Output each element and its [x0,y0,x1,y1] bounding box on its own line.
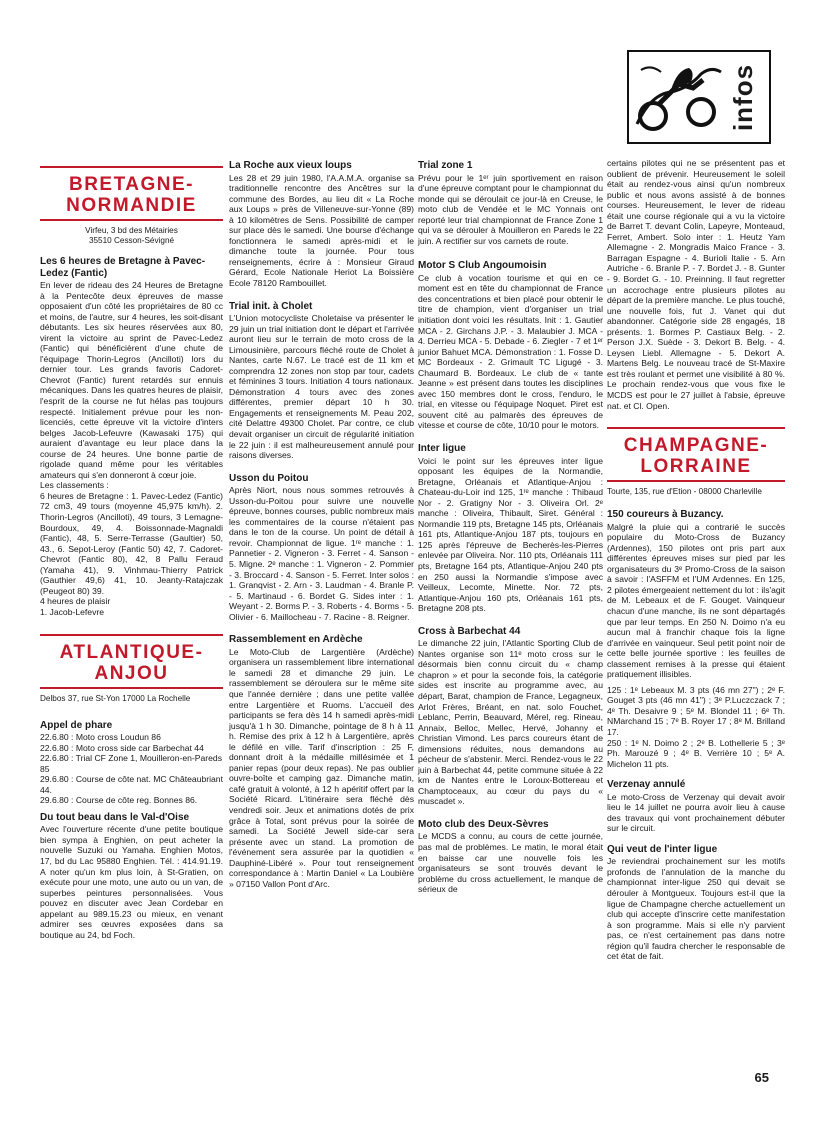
article-body: Malgré la pluie qui a contrarié le succès populaire du Moto-Cross de Buzancy (Ardennes), 150 pilotes ont pris part aux différentes épreuves mises sur pied par les organisateurs du 3ᵉ Promo-Cross de la saison à savoir : l'ASFFM et l'UM Ardennes. En 125, 2 pilotes émergeaient nettement du lot : ils'agit de M. Lebeaux et de F. Gouget. Vainqueur chacun d'une manche, ils ne sont départagés que par leur temps. En 250 N. Doimo n'a eu aucun mal à franchir chaque fois la ligne d'arrivée en vainqueur. Seul petit point noir de cette belle journée sportive : les feuilles de classement remises à la presse qui étaient pratiquement illisibles. [607,521,785,680]
article-title: Rassemblement en Ardèche [229,634,363,646]
article-body: Ce club à vocation tourisme et qui en ce moment est en tête du championnat de France des concentrations et bien placé pour obtenir le titre de champion, vient d'organiser un trial initiation dont voici les résultats. Init : 1. Gautier MCA - 2. Girchans J.P. - 3. Malaubier J. MCA - 4. Derrieu MCA - 5. Debade - 6. Ziegler - 7 et 1ᵉʳ junior Bahuet MCA. Démonstration : 1. Fosse D. MC Bordeaux - 2. Grimault TC Ligugé - 3. Chaumard B. Bordeaux. Le club de « tante Jeanne » est présent dans toutes les disciplines avec 150 membres dont le cross, l'enduro, le trial, en vitesse ou l'équipage Noquet. Piret est souvent cité au palmarès des épreuves de vitesse et course de côte, 10/10 pour le motors. [418,272,603,431]
article-title: Verzenay annulé [607,779,686,791]
region-name: CHAMPAGNE- LORRAINE [623,435,769,478]
article-title: Moto club des Deux-Sèvres [418,818,549,830]
page-number: 65 [754,1070,769,1085]
article-body: Après Niort, nous nous sommes retrouvés à Usson-du-Poitou pour suivre une nouvelle épreuve, bonnes courses, public nombreux mais les commentaires de la course n'étaient pas dans le ton de la course. Un point de détail à revoir. Championnat de ligue. 1ʳᵉ manche : 1. Pannetier - 2. Vigneron - 3. Ferret - 4. Sanson - 5. Migne. 2ᵉ manche : 1. Vigneron - 2. Pommier - 3. Broccard - 4. Sanson - 5. Ferret. Inter solos : 1. Granqvist - 2. Arn - 3. Laudman - 4. Branle P. - 5. Martinaud - 6. Bordet G. Sides inter : 1. Weyant - 2. Borms P. - 3. Roberts - 4. Borms - 5. Olivier - 6. Maillocheau - 7. Racine - 8. Reigner. [229,485,414,622]
article-title: Trial init. à Cholet [229,300,313,312]
plaisir-result: 1. Jacob-Lefevre [40,606,105,617]
article-body: Voici le point sur les épreuves inter ligue opposant les équipes de la Normandie, Bretagne, Orléanais et Atlantique-Anjou : Chateau-du-Loir ind 125, 1ʳᵉ manche : Thibaud Nor - 2. Gratigny Nor - 3. Oliveira Orl. 2ᵉ manche : Oliveira, Thibault, Siret. Général : Normandie 119 pts, Bretagne 145 pts, Orléanais 161 pts, Atlantique-Anjou 187 pts, toujours en 125 après l'épreuve de Becherès-les-Pierres enlevée par Oliveira. Nor. 110 pts, Orléanais 111 pts, Bretagne 164 pts, Atlantique-Anjou 240 pts en 250 aussi la Normandie s'impose avec Veilleux, Lecomte, Minette. Nor. 72 pts, Atlantique-Anjou 160 pts, Orléanais 161 pts, Bretagne 208 pts. [418,455,603,614]
results-125: 125 : 1ᵉ Lebeaux M. 3 pts (46 mn 27") ; 2ᵉ F. Gouget 3 pts (46 mn 41") ; 3ᵉ P.Luczczack 7 ; 4ᵉ Th. Desaivre 9 ; 5ᵉ M. Blondel 11 ; 6ᵉ Th. NMarchand 15 ; 7ᵉ B. Royer 17 ; 8ᵉ M. Brilland 17. [607,684,785,738]
motorcycle-illustration [631,54,727,140]
article-body: Le dimanche 22 juin, l'Atlantic Sporting Club de Nantes organise son 11ᵉ moto cross sur le désormais bien connu circuit du « champ chapron » et pour la seconde fois, la catégorie sides est inscrite au programme avec, au départ, Barat, champion de France, Legagneux, Arlot Frères, Bréant, en nat. solo Fouchet, Leblanc, Perrin, Beauvard, Mérel, reg. Rineau, Annaix, Belloc, Mellec, Hervé, Johanny et Christian Vimond. Les parcs coureurs étant de dimensions réduites, nous demandons au pécheur de s'abstenir. Merci. Rendez-vous le 22 juin à Barbechat 44, petite commune située à 22 km de Nantes entre le Loroux-Bottereau et Champtoceaux, au cœur du pays du « muscadet ». [418,638,603,807]
region-name: BRETAGNE- NORMANDIE [66,174,197,216]
region-header-bretagne-normandie [40,166,223,221]
logo-wordmark: infos [728,63,759,131]
list-item: 22.6.80 : Trial CF Zone 1, Mouilleron-en-Pareds 85 [40,753,222,774]
article-title: Cross à Barbechat 44 [418,625,521,637]
article-title: La Roche aux vieux loups [229,160,352,171]
region-header-atlantique-anjou [40,634,223,689]
article-body: Avec l'ouverture récente d'une petite boutique bien sympa à Enghien, on peut acheter la nouvelle Suzuki ou Yamaha. Enghien Motos, 17, bd du Lac 95880 Enghien. Tél. : 414.91.19. A noter qu'un km plus loin, à St-Gratien, on exécute pour une moto, une auto ou un van, de superbes peintures personnalisées. Vous pouvez en discuter avec Jean Cordebar en appelant au 989.15.23 ou mieux, en venant admirer ses œuvres exposées dans sa boutique au 24, bd Foch. [40,824,223,940]
column-2 [229,158,414,889]
article-title: Les 6 heures de Bretagne à Pavec-Ledez (Fantic) [40,256,206,279]
article-body: L'Union motocycliste Choletaise va présenter le 29 juin un trial initiation dont le départ et l'arrivée auront lieu sur le terrain de moto cross de la Limousinière, parcours fléché route de Cholet à Nantes, carte N.67. Le tracé est de 11 km et comprendra 12 zones non stop par tour, cadets et féminines 3 tours. Initiation 4 tours nationaux. Démonstration 4 tours avec des zones différentes, premier départ 10 h 30. Engagements et renseignements M. Peau 202, cité Delattre 49300 Cholet. Par contre, ce club devait organiser un circuit de régularité initiation le 22 juin : il est malheureusement annulé pour raisons diverses. [229,313,414,461]
article-body: Je reviendrai prochainement sur les motifs profonds de l'annulation de la manche du championnat inter-ligue 250 qui devait se dérouler à Montgueux. Toujours est-il que la ligue de Champagne cherche actuellement un club qui accepte d'inscrire cette manifestation à son programme. Mais si elle n'y parvient pas, ce n'est certainement pas dans notre région qu'il faudra chercher le responsable de cet état de fait. [607,856,785,962]
classement-title: Les classements : [40,480,109,491]
classement-text: 6 heures de Bretagne : 1. Pavec-Ledez (Fantic) 72 cm3, 49 tours (moyenne 45,975 km/h). 2. Thorin-Legros (Ancilloti), 49 tours, 3 Lemagne-Bourdoux, 49, 4. Boissonnade-Magnaldi (Fantic), 48, 5. Serre-Terrasse (Gaultier) 50, 43., 6. Sepot-Leroy (Fantic 50) 42, 7. Cadoret-Chevrot (Fantic 80), 42, 8 Pallu Feraud (Yamaha 41), 9. Vinhmau-Thierry Patrick (Gauthier 49,6) 41, 10. Jeanty-Ratajczak (Peugeot 80) 39. [40,490,223,596]
article-title: 150 coureurs à Buzancy. [607,509,724,521]
article-body: certains pilotes qui ne se présentent pas et oublient de prévenir. Heureusement le soleil était au rendez-vous ainsi qu'un nombreux public et nous avons assisté à de bonnes courses. Heureusement, le lever de rideau était une course régionale qui a vu la victoire de Barret T. devant Colin, Lapeyre, Monteaud, Ferret, Ambert. Solo inter : 1. Heutz Yam Allemagne - 2. Mongradis Maico France - 3. Barragan Espagne - 4. Burioli Italie - 5. Arn Autriche - 6. Branle P. - 7. Bordet J. - 8. Gunter - 9. Bordet G. - 10. Preinning. Il faut regretter un accrochage entre plusieurs pilotes au départ de la première manche. Le plus touché, une nouvelle fois, fut J. Vanet qui dut abandonner. Catégorie side 28 engagés, 18 présents. 1. Bormes P. Castiaux Belg. - 2. Person J.X. Suède - 3. Dekort B. Belg. - 4. Leysen Liebl. Allemagne - 5. Dekort A. Martens Belg. Le nouveau tracé de St-Maxire est très roulant et permet une visibilité à 80 %. Le prochain rendez-vous que vous fixe le MCDS est pour le 27 juillet à l'absie, épreuve nat. et Cl. Open. [607,158,786,411]
list-item: 22.6.80 : Moto cross Loudun 86 [40,732,161,742]
infos-logo [627,50,771,144]
article-body: En lever de rideau des 24 Heures de Bretagne à la Pentecôte deux épreuves de masse opposaient d'un côté les propriétaires de 80 cc et moins, de l'autre, sur 4 heures, les soit-disant débutants. Les six heures réservées aux 80, virent la victoire au sprint de Pavec-Ledez (Fantic) qui bénéficièrent d'une chute de l'équipage Thorin-Legros (Ancilloti) lors du dernier tour. Les grands favoris Cadoret-Chevrot (Fantic) furent retardés sur ennuis mécaniques. Dans les quatres heures de plaisir, l'esprit de la course ne fut hélas pas toujours respecté. Initialement prévue pour les non-licenciés, cette épreuve vit la victoire d'inters belges Jacob-Lefeuvre (Kawasaki 175) qui auraient d'avantage eu leur place dans la course de 24 heures. Une bonne partie de rigolade quand même pour les véritables amateurs qui s'en donneront à cœur joie. [40,280,223,480]
article-title: Qui veut de l'inter ligue [607,843,718,855]
region-address: Tourte, 135, rue d'Etion - 08000 Charleville [607,487,762,497]
column-4 [607,158,785,962]
event-list [40,732,223,806]
article-title: Du tout beau dans le Val-d'Oise [40,811,190,823]
article-body: Prévu pour le 1ᵉʳ juin sportivement en raison d'une épreuve comptant pour le championnat du monde qui se déroulait ce jour-là en Creuse, le moto club de Vendée et le MC Yonnais ont reporté leur trial championnat de France Zone 1 qui va se dérouler à Mouilleron en Pareds le 22 juin. A rectifier sur vos carnets de route. [418,172,603,246]
article-title: Inter ligue [418,443,466,455]
article-body: Le MCDS a connu, au cours de cette journée, pas mal de problèmes. Le matin, le moral était en baisse car une nouvelle fois les organisateurs se sont trouvés devant le problème du cross actuellement, le manque de sérieux de [418,831,603,895]
list-item: 29.6.80 : Course de côte nat. MC Châteaubriant 44. [40,774,223,795]
region-name: ATLANTIQUE- ANJOU [59,641,204,684]
column-3 [418,158,603,895]
list-item: 29.6.80 : Course de côte reg. Bonnes 86. [40,795,198,806]
plaisir-title: 4 heures de plaisir [40,596,111,607]
article-body: Le moto-Cross de Verzenay qui devait avoir lieu le 14 juillet ne pourra avoir lieu à cause des travaux qui vont prochainement débuter sur le circuit. [607,791,785,834]
article-title: Usson du Poitou [229,472,309,484]
region-header-champagne-lorraine [607,427,785,482]
article-title: Appel de phare [40,719,113,731]
article-body: Le Moto-Club de Largentière (Ardèche) organisera un rassemblement libre international le samedi 28 et dimanche 29 juin. Le rassemblement se déroulera sur le même site que l'année dernière ; dans une petite vallée entre Largentière et Ruoms. L'accueil des participants se fera dès 14 h samedi après-midi jusqu'à 1 h 30. Dimanche, pointage de 8 h à 11 h. Remise des prix à 12 h à Largentière, après le défilé en ville. Tarif d'inscription : 25 F, donnant droit à la médaille millésimée et 1 panier repas (pour deux repas). Ne pas oublier ouvre-boîte et camping gaz. Dimanche matin, café gratuit à volonté, à 12 h apéritif offert par la Société Ricard. L'itinéraire sera fléché dès vendredi soir. Jeux et animations dotés de prix grâce à Total, sont prévus pour la soirée de samedi. La Société Jewell side-car sera présente avec un stand. La promotion de l'événement sera assurée par la quotidien « Dauphiné-Libéré ». Pour tout renseignement correspondance à : Martin Daniel « La Loubière » 07150 Vallon Pont d'Arc. [229,646,414,889]
list-item: 22.6.80 : Moto cross side car Barbechat 44 [40,742,204,753]
article-body: Les 28 et 29 juin 1980, l'A.A.M.A. organise sa traditionnelle rencontre des Ancêtres sur la commune des Bordes, au lieu dit « La Roche aux Loups » près de Villeneuve-sur-Yonne (89) à 10 kilomètres de Sens. Possibilité de camper sur place dès le samedi. Une bourse d'échange fonctionnera le samedi après-midi et le dimanche toute la journée. Pour tous renseignements, écrire à : Monsieur Giraud Gérard, Ecole Nationale Heriot La Boissière Ecole 78120 Rambouillet. [229,172,414,288]
column-1 [40,158,223,940]
article-title: Motor S Club Angoumoisin [418,260,547,272]
results-250: 250 : 1ᵉ N. Doimo 2 ; 2ᵉ B. Lothellerie 5 ; 3ᵉ Ph. Marouzé 9 ; 4ᵉ B. Verrière 10 ; 5ᵉ A. Michelon 11 pts. [607,737,785,769]
region-address: Virfeu, 3 bd des Métairies 35510 Cesson-Sévigné [85,226,178,245]
region-address: Delbos 37, rue St-Yon 17000 La Rochelle [40,693,191,703]
article-title: Trial zone 1 [418,160,473,171]
